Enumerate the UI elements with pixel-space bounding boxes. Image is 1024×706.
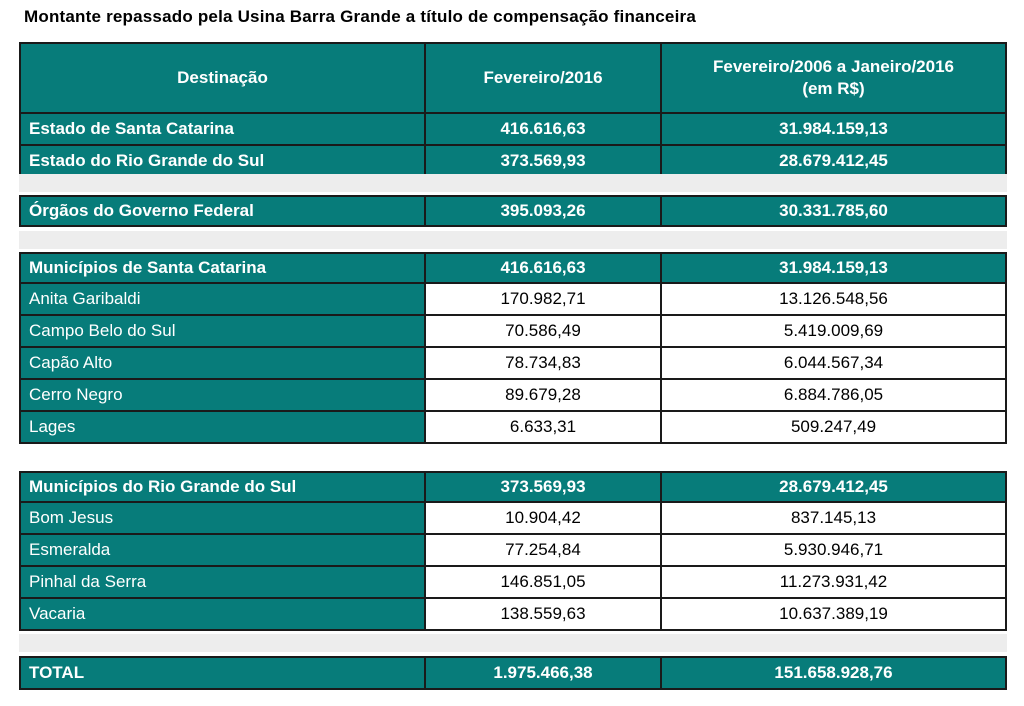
row-label: Cerro Negro: [19, 380, 424, 410]
table-row: [19, 503, 1007, 535]
table-row: [19, 471, 1007, 503]
row-label: Municípios do Rio Grande do Sul: [19, 473, 424, 501]
section-divider: [19, 231, 1007, 249]
header-periodo: [660, 44, 1007, 112]
row-label: Municípios de Santa Catarina: [19, 254, 424, 282]
row-label: Estado de Santa Catarina: [19, 114, 424, 144]
row-total: 31.984.159,13: [660, 254, 1007, 282]
total-row: [19, 656, 1007, 690]
row-label: Lages: [19, 412, 424, 442]
row-label: Capão Alto: [19, 348, 424, 378]
row-total: 837.145,13: [660, 503, 1007, 533]
row-feb2016: 6.633,31: [424, 412, 660, 442]
row-label: Pinhal da Serra: [19, 567, 424, 597]
row-feb2016: 395.093,26: [424, 197, 660, 225]
page-title: Montante repassado pela Usina Barra Grande a título de compensação financeira: [24, 7, 696, 26]
header-periodo-line1: Fevereiro/2006 a Janeiro/2016: [713, 57, 954, 76]
table-row: [19, 412, 1007, 444]
row-total: 30.331.785,60: [660, 197, 1007, 225]
table-federal: [19, 195, 1007, 227]
row-total: 11.273.931,42: [660, 567, 1007, 597]
row-label: Anita Garibaldi: [19, 284, 424, 314]
table-estados: [19, 42, 1007, 178]
table-row: [19, 195, 1007, 227]
row-feb2016: 373.569,93: [424, 146, 660, 176]
table-header-row: [19, 42, 1007, 114]
row-total: 13.126.548,56: [660, 284, 1007, 314]
row-feb2016: 89.679,28: [424, 380, 660, 410]
row-total: 5.930.946,71: [660, 535, 1007, 565]
row-feb2016: 138.559,63: [424, 599, 660, 629]
row-feb2016: 416.616,63: [424, 114, 660, 144]
row-feb2016: 77.254,84: [424, 535, 660, 565]
row-label: Campo Belo do Sul: [19, 316, 424, 346]
table-row: [19, 252, 1007, 284]
table-row: [19, 284, 1007, 316]
row-total: 28.679.412,45: [660, 473, 1007, 501]
row-total: 28.679.412,45: [660, 146, 1007, 176]
table-row: [19, 380, 1007, 412]
row-total: 6.044.567,34: [660, 348, 1007, 378]
row-label: Órgãos do Governo Federal: [19, 197, 424, 225]
row-feb2016: 10.904,42: [424, 503, 660, 533]
table-row: [19, 316, 1007, 348]
table-municipios-rs: [19, 471, 1007, 631]
section-divider: [19, 634, 1007, 652]
table-row: [19, 114, 1007, 146]
section-divider: [19, 174, 1007, 192]
row-total: 5.419.009,69: [660, 316, 1007, 346]
row-feb2016: 78.734,83: [424, 348, 660, 378]
table-row: [19, 535, 1007, 567]
row-label: Estado do Rio Grande do Sul: [19, 146, 424, 176]
row-label: Esmeralda: [19, 535, 424, 565]
table-total: [19, 656, 1007, 690]
row-total: 10.637.389,19: [660, 599, 1007, 629]
header-fevereiro-2016: Fevereiro/2016: [424, 44, 660, 112]
header-periodo-line2: (em R$): [802, 79, 865, 98]
table-row: [19, 348, 1007, 380]
table-municipios-sc: [19, 252, 1007, 444]
row-feb2016: 170.982,71: [424, 284, 660, 314]
row-total: 509.247,49: [660, 412, 1007, 442]
total-label: TOTAL: [19, 658, 424, 688]
total-feb2016: 1.975.466,38: [424, 658, 660, 688]
row-label: Vacaria: [19, 599, 424, 629]
header-destinacao: Destinação: [19, 44, 424, 112]
total-value: 151.658.928,76: [660, 658, 1007, 688]
row-feb2016: 373.569,93: [424, 473, 660, 501]
row-label: Bom Jesus: [19, 503, 424, 533]
row-total: 31.984.159,13: [660, 114, 1007, 144]
row-feb2016: 70.586,49: [424, 316, 660, 346]
table-row: [19, 599, 1007, 631]
row-feb2016: 416.616,63: [424, 254, 660, 282]
row-feb2016: 146.851,05: [424, 567, 660, 597]
row-total: 6.884.786,05: [660, 380, 1007, 410]
table-row: [19, 567, 1007, 599]
